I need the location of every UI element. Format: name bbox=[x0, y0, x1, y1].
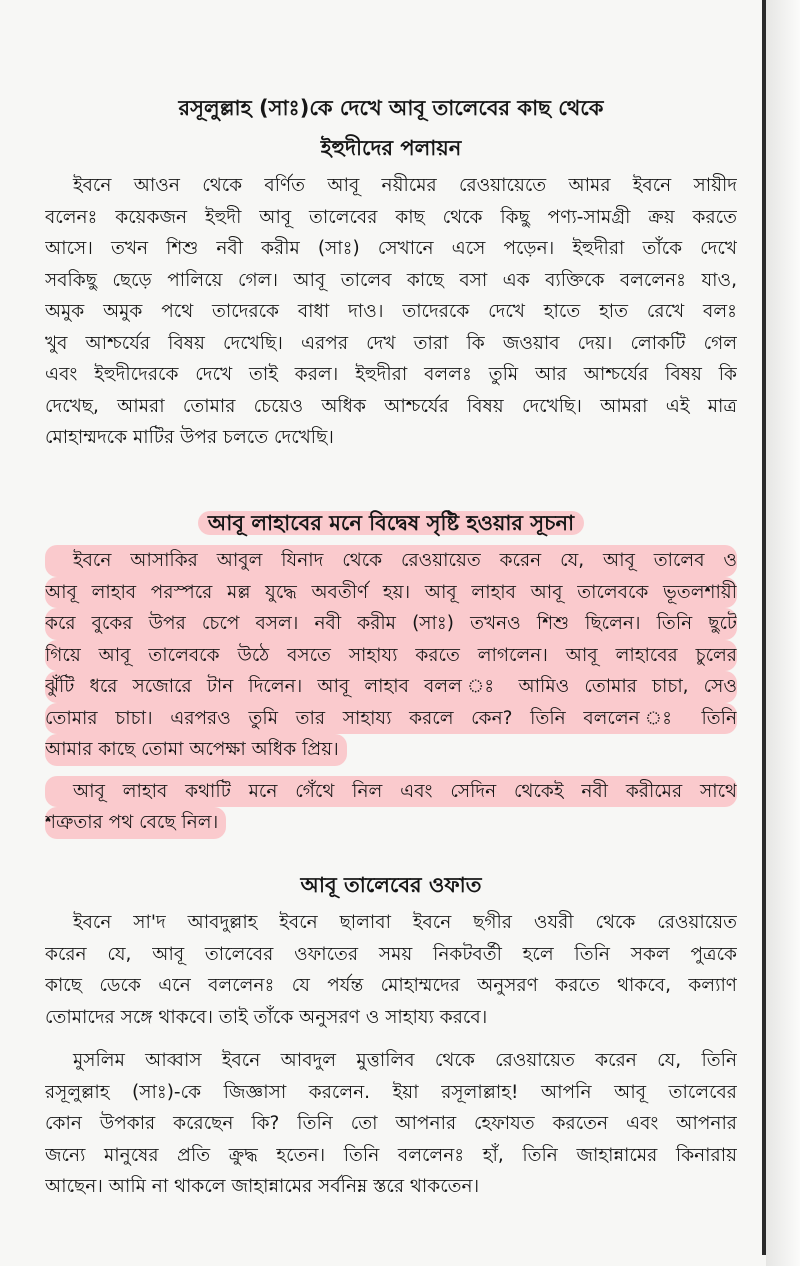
text-line: অমুক অমুক পথে তাদেরকে বাধা দাও। তাদেরকে দেখে হাতে হাত রেখে বলঃ bbox=[45, 301, 737, 322]
paragraph bbox=[45, 1045, 737, 1203]
page-margin-shadow bbox=[766, 0, 800, 1266]
section-heading bbox=[45, 88, 737, 168]
text-line: বলেনঃ কয়েকজন ইহুদী আবূ তালেবের কাছ থেকে কিছু পণ্য-সামগ্রী ক্রয় করতে bbox=[45, 206, 737, 228]
text-line: ইবনে আওন থেকে বর্ণিত আবূ নয়ীমের রেওয়ায়েতে আমর ইবনে সায়ীদ bbox=[73, 175, 737, 196]
section-heading bbox=[45, 865, 737, 905]
section-heading bbox=[45, 503, 737, 543]
text-line: দেখেছ, আমরা তোমার চেয়েও অধিক আশ্চর্যের বিষয় দেখেছি। আমরা এই মাত্র bbox=[45, 395, 737, 417]
section-abu-lahab-hatred bbox=[45, 503, 737, 843]
text-line: ঝুঁটি ধরে সজোরে টান দিলেন। আবূ লাহাব বলল ঃ আমিও তোমার চাচা, সেও bbox=[45, 671, 737, 703]
text-line: কাছে ডেকে এনে বললেনঃ যে পর্যন্ত মোহাম্মদের অনুসরণ করতে থাকবে, কল্যাণ bbox=[45, 975, 737, 996]
section-jews-flee bbox=[45, 88, 737, 454]
text-line: সবকিছু ছেড়ে পালিয়ে গেল। আবূ তালেব কাছে বসা এক ব্যক্তিকে বললেনঃ যাও, bbox=[45, 269, 737, 291]
text-line: এবং ইহুদীদেরকে দেখে তাই করল। ইহুদীরা বললঃ তুমি আর আশ্চর্যের বিষয় কি bbox=[45, 364, 737, 385]
text-line: শত্রুতার পথ বেছে নিল। bbox=[45, 807, 226, 839]
text-line: করেন যে, আবূ তালেবের ওফাতের সময় নিকটবর্তী হলে তিনি সকল পুত্রকে bbox=[45, 943, 737, 965]
text-line: আবূ লাহাব পরস্পরে মল্ল যুদ্ধে অবতীর্ণ হয়। আবূ লাহাব আবূ তালেবকে ভূতলশায়ী bbox=[45, 577, 737, 609]
text-line: করে বুকের উপর চেপে বসল। নবী করীম (সাঃ) তখনও শিশু ছিলেন। তিনি ছুটে bbox=[45, 608, 737, 640]
text-line: আসে। তখন শিশু নবী করীম (সাঃ) সেখানে এসে পড়েন। ইহুদীরা তাঁকে দেখে bbox=[45, 238, 737, 259]
text-line: আছেন। আমি না থাকলে জাহান্নামের সর্বনিম্ন স্তরে থাকতেন। bbox=[45, 1176, 480, 1197]
text-line: মোহাম্মদকে মাটির উপর চলতে দেখেছি। bbox=[45, 427, 334, 448]
text-line: ইবনে সা'দ আবদুল্লাহ ইবনে ছালাবা ইবনে ছগীর ওযরী থেকে রেওয়ায়েত bbox=[73, 912, 737, 933]
section-abu-talib-death bbox=[45, 865, 737, 1203]
page-edge-line bbox=[762, 0, 766, 1255]
heading-line: ইহুদীদের পলায়ন bbox=[320, 136, 462, 160]
heading-line: আবূ তালেবের ওফাত bbox=[300, 873, 482, 897]
paragraph bbox=[45, 545, 737, 770]
paragraph bbox=[45, 170, 737, 454]
text-line: জন্যে মানুষের প্রতি ক্রুদ্ধ হতেন। তিনি বললেনঃ হাঁ, তিনি জাহান্নামের কিনারায় bbox=[45, 1144, 737, 1166]
heading-line: রসূলুল্লাহ (সাঃ)কে দেখে আবূ তালেবের কাছ থেকে bbox=[178, 96, 604, 120]
text-line: ইবনে আসাকির আবুল যিনাদ থেকে রেওয়ায়েত করেন যে, আবূ তালেব ও bbox=[45, 545, 737, 577]
text-line: রসূলুল্লাহ (সাঃ)-কে জিজ্ঞাসা করলেন. ইয়া রসূলাল্লাহ! আপনি আবূ তালেবের bbox=[45, 1081, 737, 1103]
paragraph bbox=[45, 907, 737, 1033]
text-line: তোমাদের সঙ্গে থাকবে। তাই তাঁকে অনুসরণ ও সাহায্য করবে। bbox=[45, 1006, 488, 1028]
text-line: গিয়ে আবূ তালেবকে উঠে বসতে সাহায্য করতে লাগলেন। আবূ লাহাবের চুলের bbox=[45, 640, 737, 672]
text-line: আমার কাছে তোমা অপেক্ষা অধিক প্রিয়। bbox=[45, 734, 347, 766]
text-line: কোন উপকার করেছেন কি? তিনি তো আপনার হেফাযত করতেন এবং আপনার bbox=[45, 1113, 737, 1134]
text-line: তোমার চাচা। এরপরও তুমি তার সাহায্য করলে কেন? তিনি বললেন ঃ তিনি bbox=[45, 703, 737, 735]
text-line: খুব আশ্চর্যের বিষয় দেখেছি। এরপর দেখ তারা কি জওয়াব দেয়। লোকটি গেল bbox=[45, 332, 737, 354]
heading-line: আবূ লাহাবের মনে বিদ্বেষ সৃষ্টি হওয়ার সূচনা bbox=[198, 511, 584, 535]
text-line: আবূ লাহাব কথাটি মনে গেঁথে নিল এবং সেদিন থেকেই নবী করীমের সাথে bbox=[45, 776, 737, 808]
paragraph bbox=[45, 776, 737, 843]
text-line: মুসলিম আব্বাস ইবনে আবদুল মুত্তালিব থেকে রেওয়ায়েত করেন যে, তিনি bbox=[73, 1050, 737, 1071]
